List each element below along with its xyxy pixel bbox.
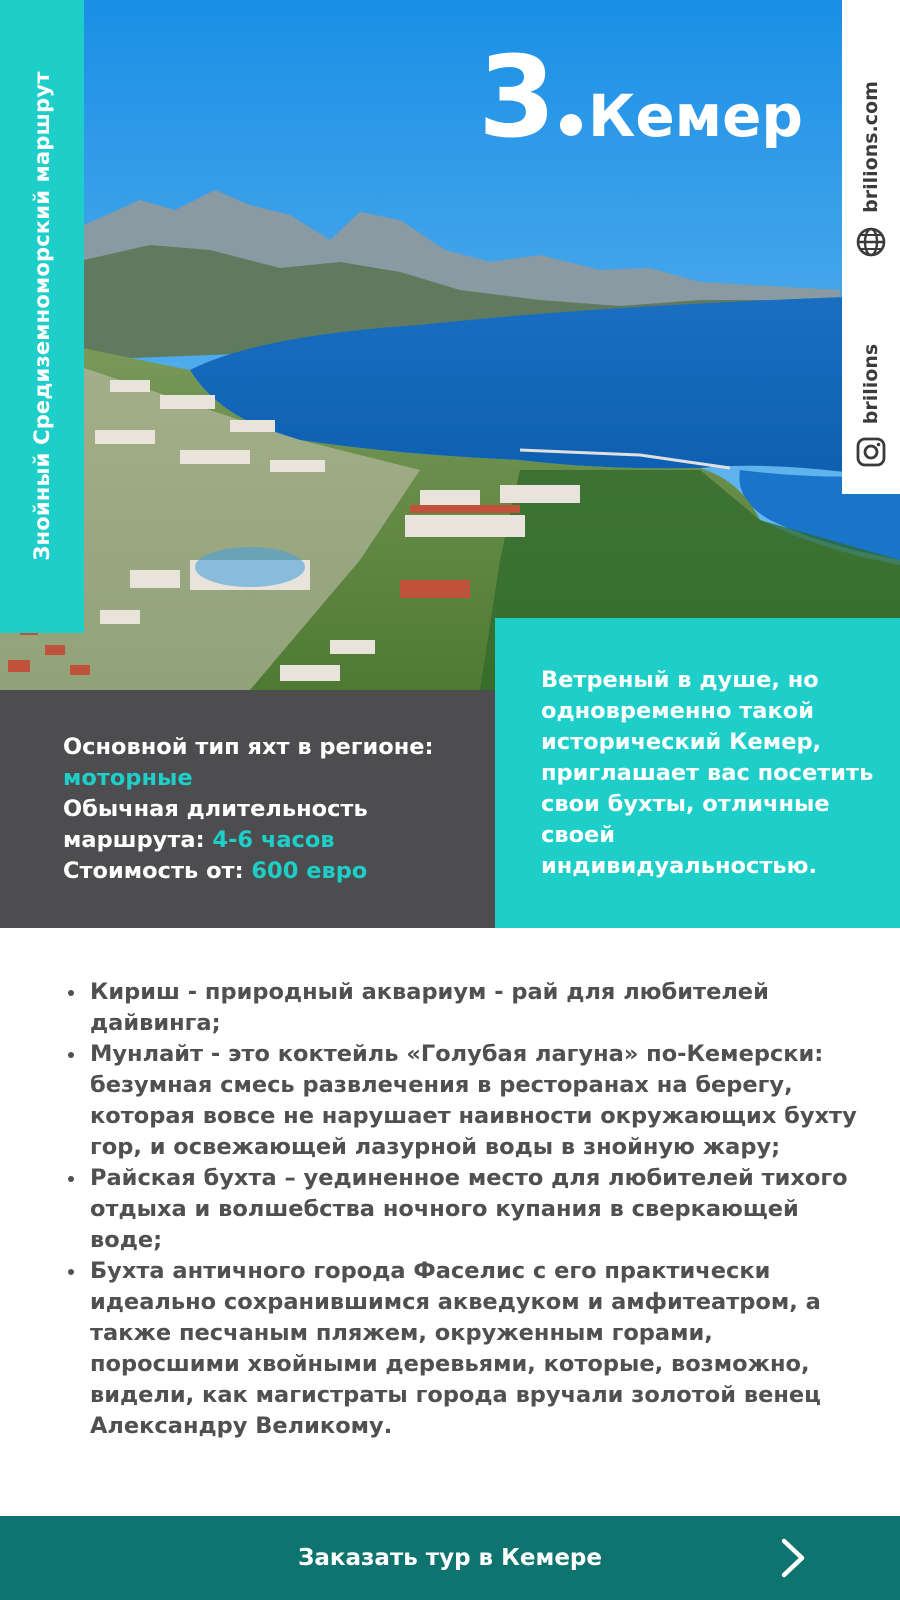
bay-list bbox=[64, 977, 864, 1442]
price-value: 600 евро bbox=[251, 858, 368, 884]
list-item: Кириш - природный аквариум - рай для любителей дайвинга; bbox=[64, 977, 864, 1039]
route-info-panel bbox=[0, 690, 495, 928]
intro-panel bbox=[495, 618, 900, 928]
list-item: Бухта античного города Фаселис с его практически идеально сохранившимся акведуком и амфитеатром, а также песчаным пляжем, окруженным горами, поросшими хвойными деревьями, которые, возможно, видели, как магистраты города вручали золотой венец Александру Великому. bbox=[64, 1256, 864, 1442]
title-number: 3 bbox=[478, 33, 556, 163]
list-item: Райская бухта – уединенное место для любителей тихого отдыха и волшебства ночного купания в сверкающей воде; bbox=[64, 1163, 864, 1256]
order-tour-label: Заказать тур в Кемере bbox=[298, 1545, 602, 1571]
route-info-text bbox=[63, 732, 483, 887]
title-dot bbox=[560, 114, 582, 136]
social-strip bbox=[842, 0, 900, 494]
intro-text: Ветреный в душе, но одновременно такой исторический Кемер, приглашает вас посетить свои бухты, отличные своей индивидуальностью. bbox=[541, 667, 874, 879]
yacht-type-label: Основной тип яхт в регионе: bbox=[63, 734, 434, 760]
price-label: Стоимость от: bbox=[63, 858, 244, 884]
yacht-type-value: моторные bbox=[63, 765, 193, 791]
duration-value: 4-6 часов bbox=[212, 827, 335, 853]
page-title bbox=[478, 33, 803, 163]
globe-icon[interactable] bbox=[855, 226, 887, 258]
instagram-link[interactable]: brilions bbox=[860, 343, 882, 425]
list-item: Мунлайт - это коктейль «Голубая лагуна» по-Кемерски: безумная смесь развлечения в ресторанах на берегу, которая вовсе не нарушает наивности окружающих бухту гор, и освежающей лазурной воды в знойную жару; bbox=[64, 1039, 864, 1163]
website-link[interactable]: brilions.com bbox=[860, 81, 882, 213]
order-tour-button[interactable] bbox=[0, 1516, 900, 1600]
instagram-icon[interactable] bbox=[855, 436, 887, 468]
route-banner-text: Знойный Средиземноморский маршрут bbox=[30, 71, 54, 561]
route-banner bbox=[0, 0, 84, 633]
duration-label: Обычная длительность маршрута: bbox=[63, 796, 368, 853]
chevron-right-icon bbox=[778, 1538, 808, 1578]
title-name: Кемер bbox=[587, 82, 803, 150]
